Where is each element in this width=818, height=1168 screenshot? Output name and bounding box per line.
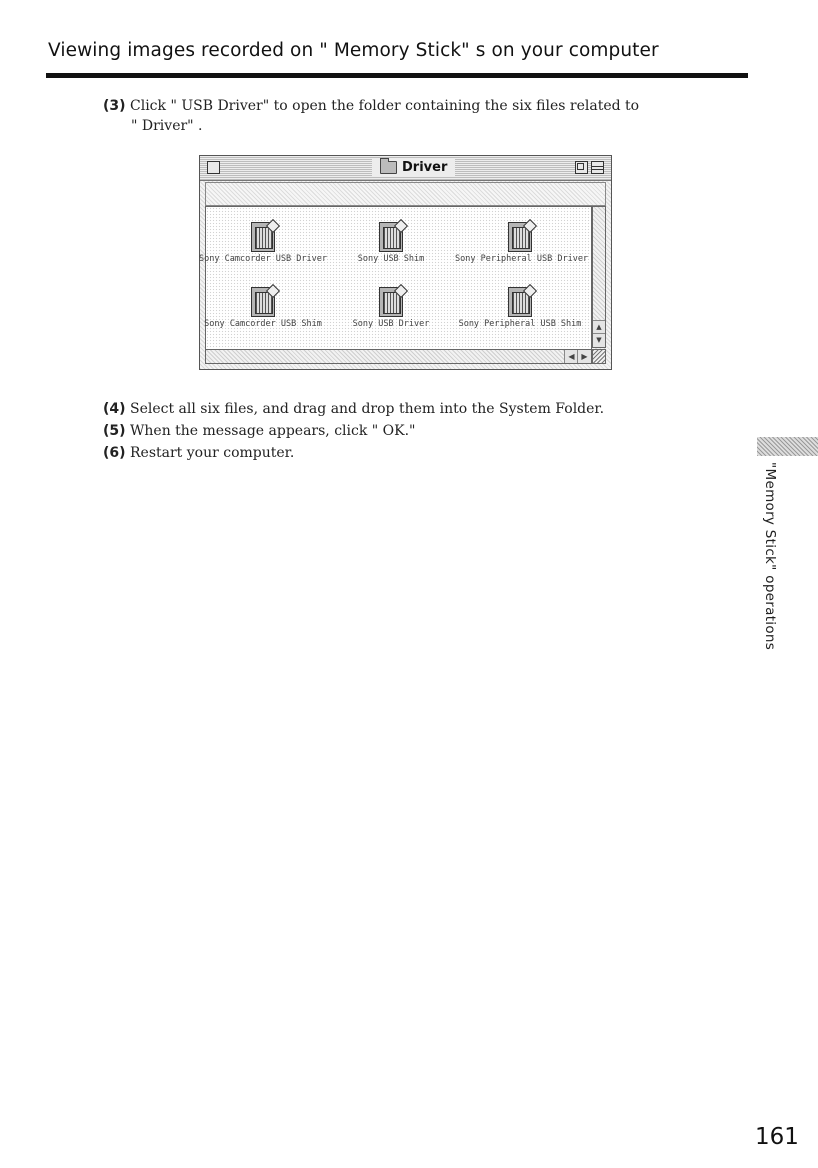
step-number: (4) — [103, 401, 126, 417]
vertical-scrollbar[interactable] — [592, 206, 606, 348]
file-name: Sony USB Driver — [352, 319, 430, 329]
step-text: Click " USB Driver" to open the folder containing the six files related to — [130, 98, 640, 114]
scroll-up-icon[interactable]: ▲ — [593, 320, 605, 334]
file-name: Sony Camcorder USB Driver — [199, 254, 327, 264]
file-icon — [379, 222, 403, 252]
file-item[interactable] — [455, 222, 589, 264]
file-icon — [251, 222, 275, 252]
step-number: (5) — [103, 423, 126, 439]
scroll-down-icon[interactable]: ▼ — [593, 333, 605, 347]
grow-box-icon[interactable] — [592, 349, 606, 364]
collapse-box-icon[interactable] — [591, 161, 604, 174]
file-name: Sony Peripheral USB Shim — [458, 319, 582, 329]
step-text: Restart your computer. — [130, 445, 295, 461]
step-6 — [103, 443, 294, 463]
scroll-left-icon[interactable]: ◀ — [564, 350, 578, 363]
file-icon — [379, 287, 403, 317]
step-number: (3) — [103, 98, 126, 114]
file-name: Sony Camcorder USB Shim — [204, 319, 322, 329]
finder-window — [199, 155, 612, 370]
file-item[interactable] — [455, 287, 585, 329]
page-header-title: Viewing images recorded on " Memory Stick" s on your computer — [48, 40, 659, 61]
window-title-group — [372, 158, 455, 177]
file-icon — [251, 287, 275, 317]
window-title: Driver — [402, 160, 448, 175]
header-rule — [46, 73, 748, 78]
step-3 — [103, 96, 639, 116]
step-4 — [103, 399, 604, 419]
step-5 — [103, 421, 415, 441]
file-name: Sony USB Shim — [357, 254, 425, 264]
zoom-box-icon[interactable] — [575, 161, 588, 174]
file-name: Sony Peripheral USB Driver — [455, 254, 589, 264]
close-box-icon[interactable] — [207, 161, 220, 174]
step-3-continued: " Driver" . — [131, 118, 203, 134]
folder-icon — [380, 161, 397, 174]
folder-content — [199, 206, 592, 350]
file-icon — [508, 222, 532, 252]
scroll-right-icon[interactable]: ▶ — [577, 350, 591, 363]
step-text: Select all six files, and drag and drop them into the System Folder. — [130, 401, 605, 417]
section-side-label: "Memory Stick" operations — [762, 462, 778, 651]
window-titlebar[interactable] — [200, 156, 611, 181]
file-item[interactable] — [326, 222, 456, 264]
step-text: When the message appears, click " OK." — [130, 423, 416, 439]
file-item[interactable] — [326, 287, 456, 329]
file-item[interactable] — [198, 287, 328, 329]
page-number: 161 — [755, 1124, 799, 1150]
file-item[interactable] — [198, 222, 328, 264]
file-icon — [508, 287, 532, 317]
window-info-bar — [205, 182, 606, 206]
section-tab-marker — [757, 437, 818, 456]
step-number: (6) — [103, 445, 126, 461]
horizontal-scrollbar[interactable] — [205, 349, 592, 364]
